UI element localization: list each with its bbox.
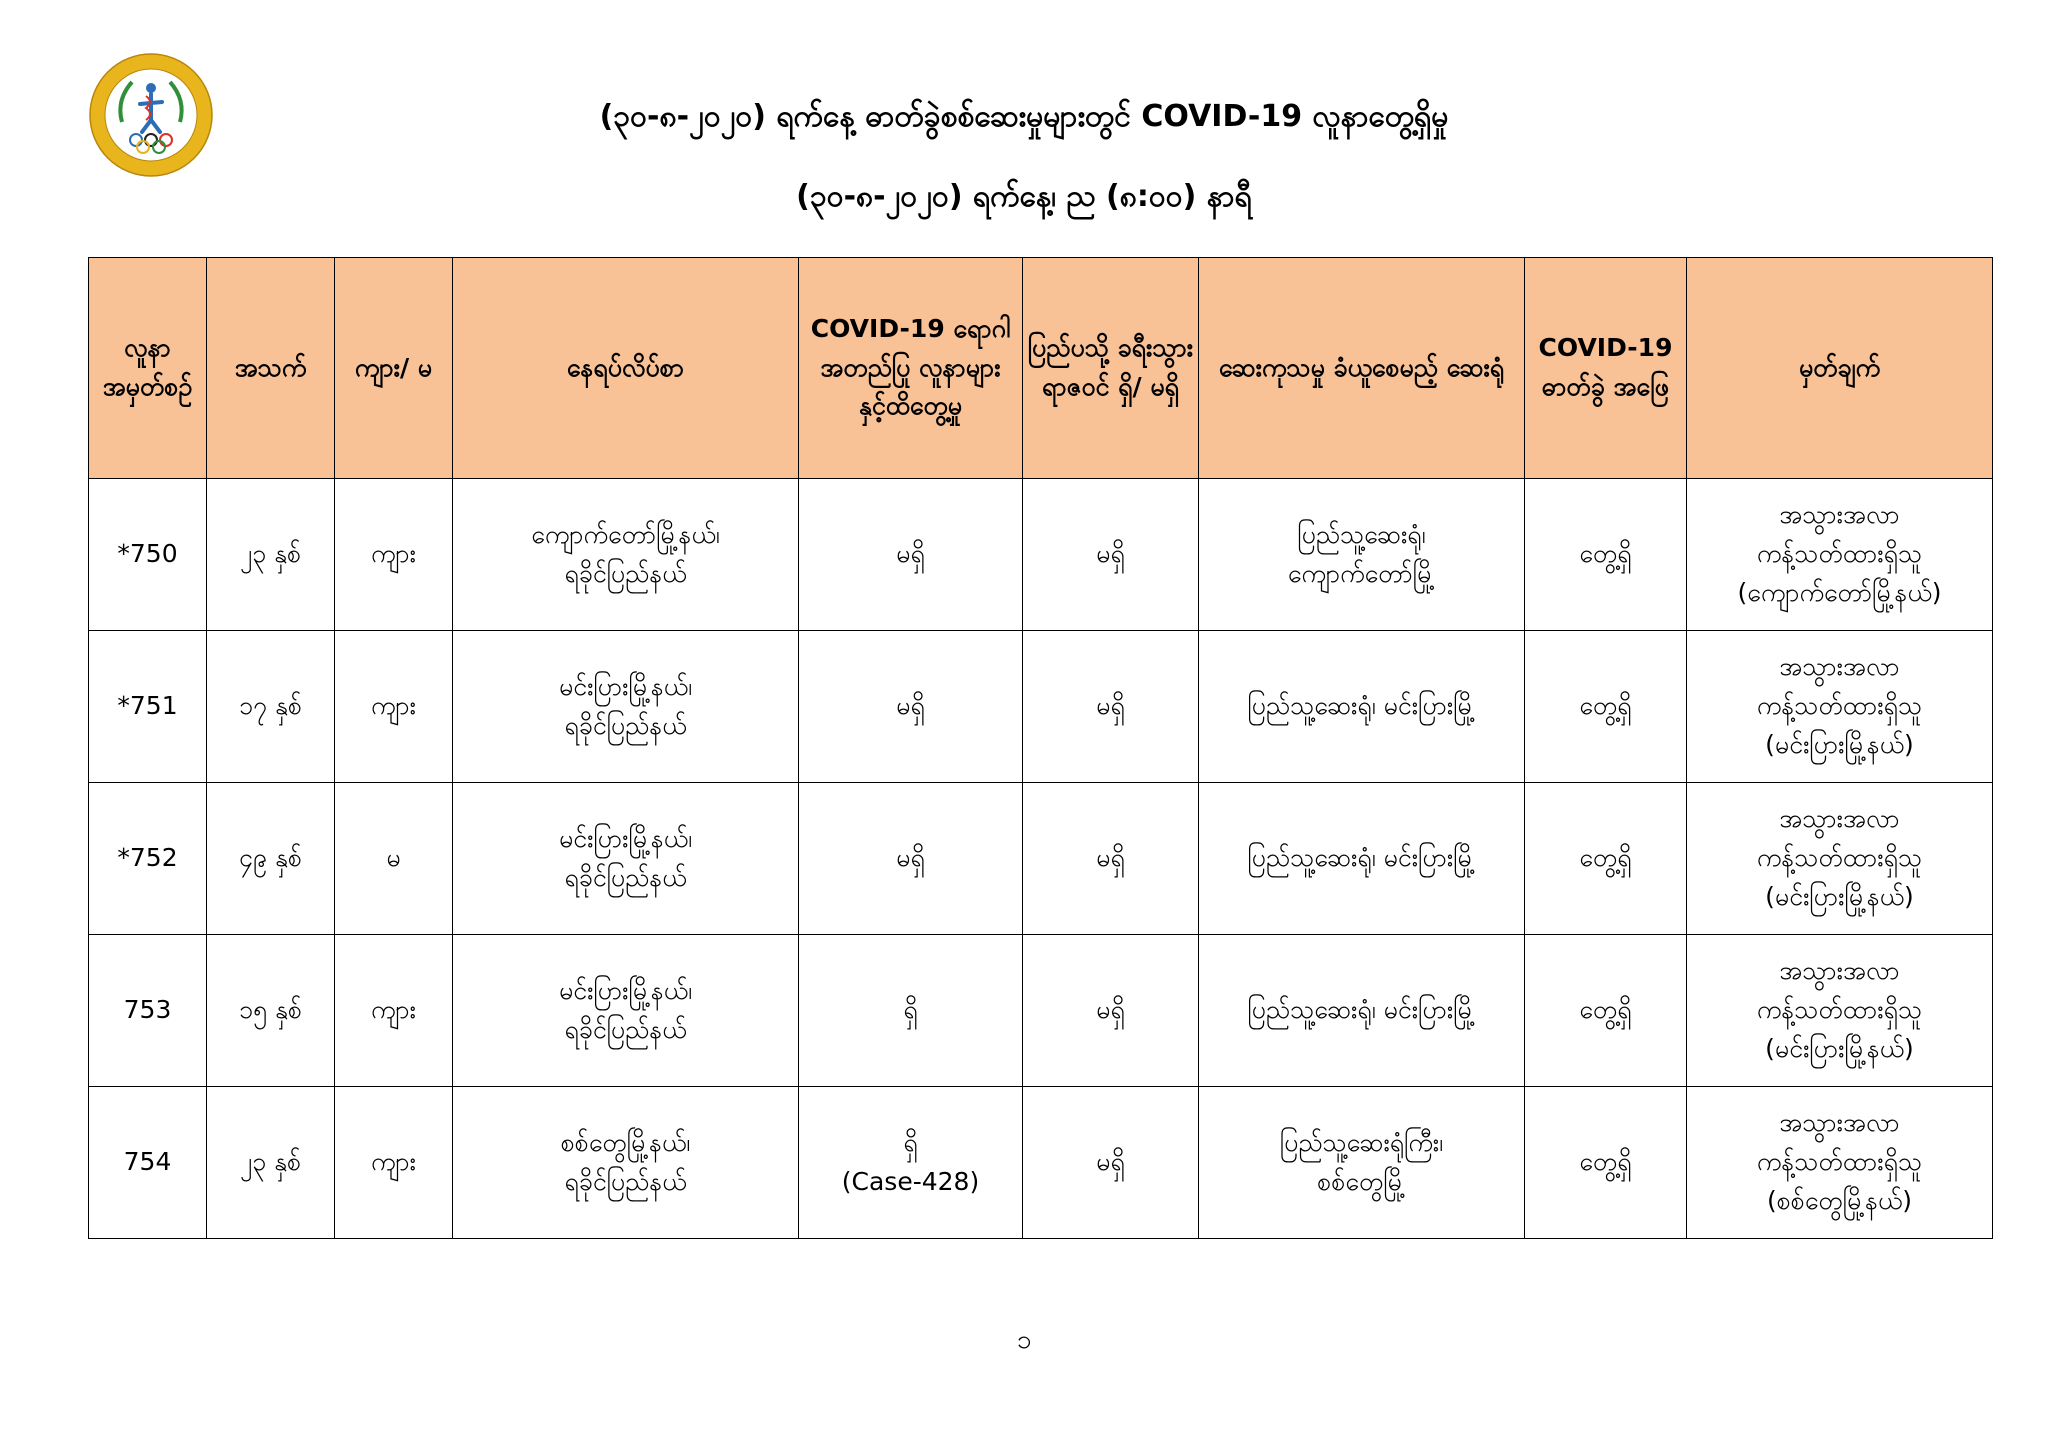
age: ၂၃ နှစ် xyxy=(207,1087,335,1239)
column-header-remarks: မှတ်ချက် xyxy=(1687,258,1993,479)
page-subtitle: (၃၀-၈-၂၀၂၀) ရက်နေ့၊ ည (၈:၀၀) နာရီ xyxy=(796,179,1252,214)
address: မင်းပြားမြို့နယ်၊ ရခိုင်ပြည်နယ် xyxy=(453,935,799,1087)
test-result: တွေ့ရှိ xyxy=(1525,479,1687,631)
address: ကျောက်တော်မြို့နယ်၊ ရခိုင်ပြည်နယ် xyxy=(453,479,799,631)
covid-cases-table xyxy=(88,257,1993,1239)
column-header-hospital: ဆေးကုသမှု ခံယူစေမည့် ဆေးရုံ xyxy=(1199,258,1525,479)
age: ၁၇ နှစ် xyxy=(207,631,335,783)
address: မင်းပြားမြို့နယ်၊ ရခိုင်ပြည်နယ် xyxy=(453,783,799,935)
column-header-travel-history: ပြည်ပသို့ ခရီးသွား ရာဇဝင် ရှိ/ မရှိ xyxy=(1023,258,1199,479)
contact: မရှိ xyxy=(799,783,1023,935)
travel-history: မရှိ xyxy=(1023,479,1199,631)
sex: ကျား xyxy=(335,479,453,631)
sex: မ xyxy=(335,783,453,935)
contact: ရှိ xyxy=(799,935,1023,1087)
remarks: အသွားအလာ ကန့်သတ်ထားရှိသူ (မင်းပြားမြို့နယ်) xyxy=(1687,631,1993,783)
page-number: ၁ xyxy=(1016,1325,1032,1355)
remarks: အသွားအလာ ကန့်သတ်ထားရှိသူ (စစ်တွေမြို့နယ်) xyxy=(1687,1087,1993,1239)
column-header-address: နေရပ်လိပ်စာ xyxy=(453,258,799,479)
case-number: 753 xyxy=(89,935,207,1087)
table-row xyxy=(89,479,1993,631)
column-header-case-number: လူနာ အမှတ်စဉ် xyxy=(89,258,207,479)
remarks: အသွားအလာ ကန့်သတ်ထားရှိသူ (မင်းပြားမြို့နယ်) xyxy=(1687,935,1993,1087)
age: ၄၉ နှစ် xyxy=(207,783,335,935)
hospital: ပြည်သူ့ဆေးရုံ၊ ကျောက်တော်မြို့ xyxy=(1199,479,1525,631)
sex: ကျား xyxy=(335,935,453,1087)
age: ၂၃ နှစ် xyxy=(207,479,335,631)
test-result: တွေ့ရှိ xyxy=(1525,783,1687,935)
column-header-sex: ကျား/ မ xyxy=(335,258,453,479)
contact: ရှိ (Case-428) xyxy=(799,1087,1023,1239)
address: မင်းပြားမြို့နယ်၊ ရခိုင်ပြည်နယ် xyxy=(453,631,799,783)
case-number: *752 xyxy=(89,783,207,935)
case-number: 754 xyxy=(89,1087,207,1239)
hospital: ပြည်သူ့ဆေးရုံ၊ မင်းပြားမြို့ xyxy=(1199,783,1525,935)
hospital: ပြည်သူ့ဆေးရုံ၊ မင်းပြားမြို့ xyxy=(1199,631,1525,783)
table-row xyxy=(89,935,1993,1087)
contact: မရှိ xyxy=(799,479,1023,631)
table-header-row xyxy=(89,258,1993,479)
remarks: အသွားအလာ ကန့်သတ်ထားရှိသူ (မင်းပြားမြို့နယ်) xyxy=(1687,783,1993,935)
column-header-age: အသက် xyxy=(207,258,335,479)
contact: မရှိ xyxy=(799,631,1023,783)
column-header-test-result: COVID-19 ဓာတ်ခွဲ အဖြေ xyxy=(1525,258,1687,479)
address: စစ်တွေမြို့နယ်၊ ရခိုင်ပြည်နယ် xyxy=(453,1087,799,1239)
hospital: ပြည်သူ့ဆေးရုံ၊ မင်းပြားမြို့ xyxy=(1199,935,1525,1087)
sex: ကျား xyxy=(335,631,453,783)
test-result: တွေ့ရှိ xyxy=(1525,631,1687,783)
table-row xyxy=(89,631,1993,783)
age: ၁၅ နှစ် xyxy=(207,935,335,1087)
test-result: တွေ့ရှိ xyxy=(1525,935,1687,1087)
travel-history: မရှိ xyxy=(1023,1087,1199,1239)
travel-history: မရှိ xyxy=(1023,783,1199,935)
sex: ကျား xyxy=(335,1087,453,1239)
case-number: *751 xyxy=(89,631,207,783)
table-row xyxy=(89,783,1993,935)
page-title: (၃၀-၈-၂၀၂၀) ရက်နေ့ ဓာတ်ခွဲစစ်ဆေးမှုများတွင် COVID-19 လူနာတွေ့ရှိမှု xyxy=(599,99,1449,134)
travel-history: မရှိ xyxy=(1023,631,1199,783)
column-header-contact: COVID-19 ရောဂါအတည်ပြု လူနာများ နှင့်ထိတွေ့မှု xyxy=(799,258,1023,479)
test-result: တွေ့ရှိ xyxy=(1525,1087,1687,1239)
travel-history: မရှိ xyxy=(1023,935,1199,1087)
case-number: *750 xyxy=(89,479,207,631)
remarks: အသွားအလာ ကန့်သတ်ထားရှိသူ (ကျောက်တော်မြို့နယ်) xyxy=(1687,479,1993,631)
hospital: ပြည်သူ့ဆေးရုံကြီး၊ စစ်တွေမြို့ xyxy=(1199,1087,1525,1239)
table-row xyxy=(89,1087,1993,1239)
